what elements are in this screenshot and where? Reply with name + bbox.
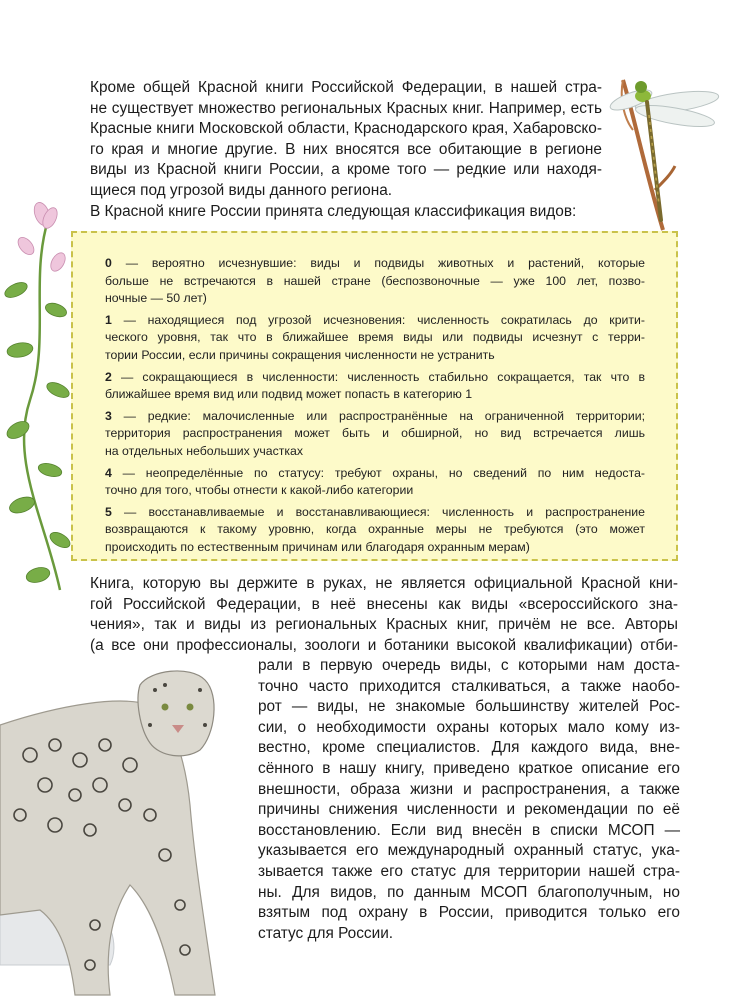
category-text: больше не встречаются в нашей стране (беспозвоночные — уже 100 лет, позво- bbox=[105, 273, 645, 288]
category-text: на отдельных небольших участках bbox=[105, 443, 304, 458]
category-number: 2 bbox=[105, 369, 112, 384]
category-text: точно для того, чтобы отнести к какой-либо категории bbox=[105, 483, 414, 498]
classification-list bbox=[105, 255, 645, 561]
text-line: причины снижения численности и рекомендации по её bbox=[258, 801, 680, 819]
category-text: — восстанавливаемые и восстанавливающиеся: численность и распространение bbox=[111, 504, 645, 519]
body-paragraph-top bbox=[90, 574, 678, 656]
classification-entry bbox=[105, 408, 645, 461]
text-line: щиеся под угрозой виды данного региона. bbox=[90, 181, 393, 199]
text-line: Книга, которую вы держите в руках, не является официальной Красной кни- bbox=[90, 575, 678, 592]
text-line: го края и многие другие. В них вносятся все обитающие в регионе bbox=[90, 140, 602, 158]
classification-entry bbox=[105, 255, 645, 308]
category-number: 5 bbox=[105, 504, 112, 519]
text-line: восстановлению. Если вид внесён в списки МСОП — bbox=[258, 821, 680, 839]
category-number: 1 bbox=[105, 312, 112, 327]
text-line: не существует множество региональных Красных книг. Например, есть bbox=[90, 99, 602, 117]
category-text: ческого уровня, так что в ближайшее время виды или подвиды исчезнут с терри- bbox=[105, 330, 645, 345]
dragonfly-illustration bbox=[605, 70, 735, 235]
classification-box bbox=[71, 231, 678, 561]
classification-entry bbox=[105, 312, 645, 365]
text-line: зывается также его статус для территории нашей стра- bbox=[258, 862, 680, 880]
text-line: точно часто приходится сталкиваться, а также наобо- bbox=[258, 677, 680, 695]
category-number: 3 bbox=[105, 408, 112, 423]
text-line: виды из Красной книги России, а кроме того — редкие или находя- bbox=[90, 161, 602, 179]
category-text: — неопределённые по статусу: требуют охраны, но сведений по ним недоста- bbox=[111, 465, 645, 480]
text-line: внешности, образа жизни и распространения, а также bbox=[258, 780, 680, 798]
flower-vine-illustration bbox=[0, 200, 80, 600]
text-line: Кроме общей Красной книги Российской Федерации, в нашей стра- bbox=[90, 79, 602, 96]
text-line: вестно, кроме специалистов. Для каждого вида, вне- bbox=[258, 739, 680, 757]
text-line: чения», так и виды из региональных Красных книг, причём не все. Авторы bbox=[90, 616, 678, 634]
classification-entry bbox=[105, 465, 645, 500]
text-line: рот — виды, не знакомые большинству жителей Рос- bbox=[258, 698, 680, 716]
text-line: Красные книги Московской области, Краснодарского края, Хабаровско- bbox=[90, 120, 602, 138]
text-line: статус для России. bbox=[258, 924, 394, 942]
category-text: тории России, если причины сокращения численности не устранить bbox=[105, 347, 495, 362]
text-line: ны. Для видов, по данным МСОП благополучным, но bbox=[258, 883, 680, 901]
text-line: указывается его международный охранный статус, ука- bbox=[258, 842, 680, 860]
category-text: — находящиеся под угрозой исчезновения: численность сократилась до крити- bbox=[111, 312, 645, 327]
category-number: 0 bbox=[105, 256, 112, 270]
category-text: территория распространения может быть и обширной, но вид встречается лишь bbox=[105, 426, 645, 441]
text-line: сённого в нашу книгу, приведено краткое описание его bbox=[258, 759, 680, 777]
text-line: (а все они профессионалы, зоологи и ботаники высокой квалификации) отби- bbox=[90, 636, 678, 654]
category-text: — редкие: малочисленные или распространённые на ограниченной территории; bbox=[111, 408, 645, 423]
text-line: сии, о необходимости охраны которых мало кому из- bbox=[258, 718, 680, 736]
text-line: рали в первую очередь виды, с которыми нам доста- bbox=[258, 657, 680, 674]
classification-entry bbox=[105, 369, 645, 404]
text-line: взятым под охрану в России, приводится только его bbox=[258, 904, 680, 922]
category-text: — вероятно исчезнувшие: виды и подвиды животных и растений, которые bbox=[111, 256, 645, 270]
category-text: ближайшее время вид или подвид может попасть в категорию 1 bbox=[105, 387, 473, 402]
body-paragraph-bottom bbox=[258, 656, 680, 944]
classification-entry bbox=[105, 504, 645, 557]
text-line: гой Российской Федерации, в неё внесены как виды «всероссийского зна- bbox=[90, 595, 678, 613]
classification-intro: В Красной книге России принята следующая классификация видов: bbox=[90, 202, 577, 220]
intro-paragraph bbox=[90, 78, 602, 222]
category-number: 4 bbox=[105, 465, 112, 480]
category-text: происходить по естественным причинам или благодаря охранным мерам) bbox=[105, 539, 530, 554]
snow-leopard-illustration bbox=[0, 665, 255, 1000]
category-text: — сокращающиеся в численности: численность стабильно сокращается, так что в bbox=[111, 369, 645, 384]
category-text: ночные — 50 лет) bbox=[105, 291, 207, 306]
category-text: возвращаются к такому уровню, когда охранные меры не требуются (это может bbox=[105, 522, 645, 537]
